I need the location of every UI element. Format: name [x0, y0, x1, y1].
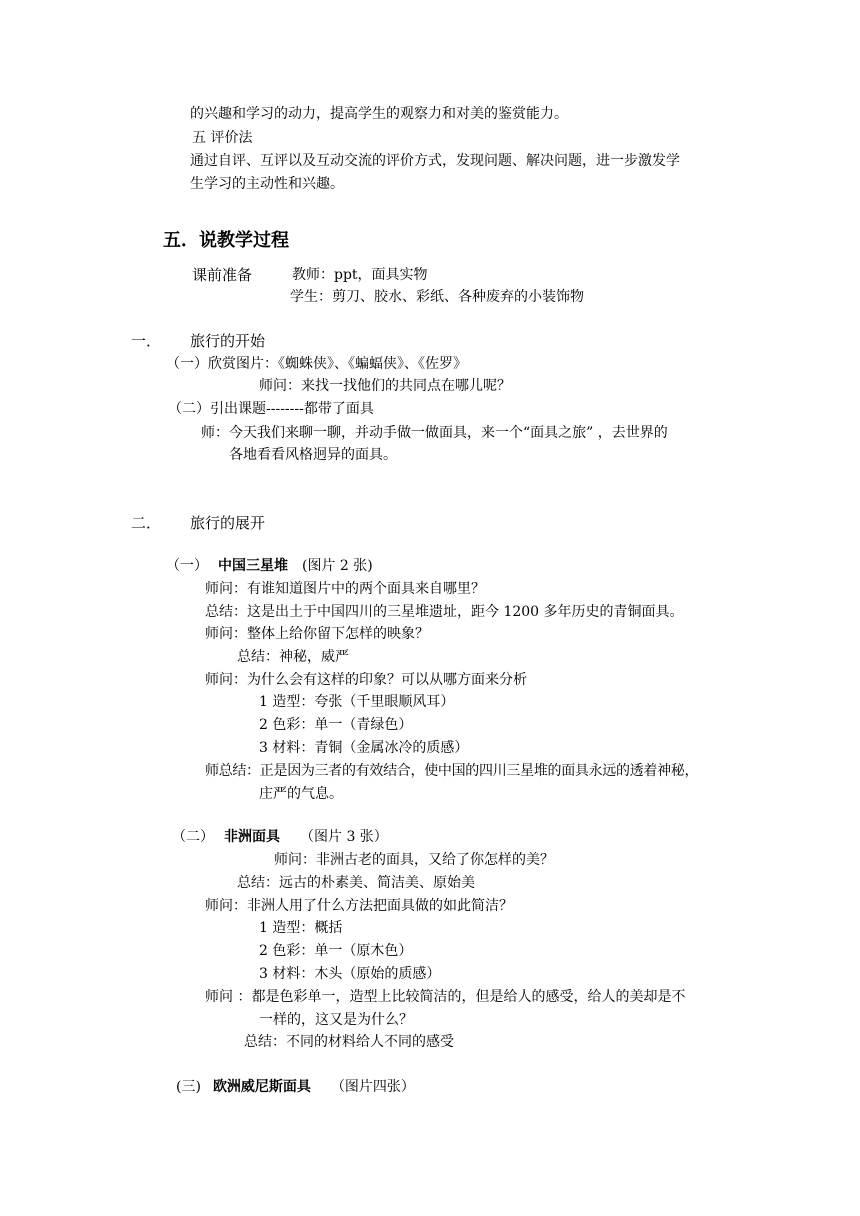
- text-line: 生学习的主动性和兴趣。: [190, 176, 344, 192]
- part-number: 二．: [131, 514, 162, 532]
- section-heading: 五 评价法: [192, 130, 253, 146]
- text-line: 师问：为什么会有这样的印象？可以从哪方面来分析: [205, 672, 527, 688]
- list-item: 2 色彩：单一（原木色）: [259, 943, 413, 959]
- text-line: 总结：神秘，威严: [237, 649, 349, 665]
- list-item: 1 造型：概括: [259, 920, 343, 936]
- text-line: 总结：不同的材料给人不同的感受: [244, 1034, 454, 1050]
- text-line: 师问：非洲古老的面具，又给了你怎样的美？: [274, 852, 554, 868]
- subsection-marker: （二）: [172, 829, 214, 845]
- subsection-heading: [166, 556, 373, 576]
- part-title: 旅行的开始: [190, 332, 266, 350]
- list-item: 1 造型：夸张（千里眼顺风耳）: [259, 694, 455, 710]
- text-line: 师问 ：都是色彩单一，造型上比较简洁的，但是给人的感受，给人的美却是不: [205, 989, 686, 1005]
- text-line: 师问：非洲人用了什么方法把面具做的如此简洁？: [205, 898, 513, 914]
- subsection-marker: （一）: [166, 558, 208, 574]
- text-line: 师：今天我们来聊一聊，并动手做一做面具，来一个“面具之旅” ，去世界的: [201, 425, 668, 441]
- text-line: （一）欣赏图片：《蜘蛛侠》、《蝙蝠侠》、《佐罗》: [166, 356, 467, 372]
- subsection-heading: [176, 1077, 415, 1097]
- text-line: 师问：有谁知道图片中的两个面具来自哪里？: [205, 581, 485, 597]
- subsection-name: 中国三星堆: [218, 558, 288, 574]
- subsection-name: 非洲面具: [224, 829, 280, 845]
- subsection-heading: [172, 827, 388, 847]
- text-line: 师问：整体上给你留下怎样的映象？: [205, 626, 429, 642]
- text-line: （二）引出课题--------都带了面具: [168, 401, 374, 417]
- list-item: 2 色彩：单一（青绿色）: [259, 717, 413, 733]
- student-prep: 学生：剪刀、胶水、彩纸、各种废弃的小装饰物: [290, 289, 584, 305]
- text-line: 总结：远古的朴素美、简洁美、原始美: [237, 875, 475, 891]
- list-item: 3 材料：青铜（金属冰冷的质感）: [259, 740, 469, 756]
- text-line: 一样的，这又是为什么？: [259, 1012, 413, 1028]
- text-line: 师总结：正是因为三者的有效结合，使中国的四川三星堆的面具永远的透着神秘，: [205, 763, 699, 779]
- text-line: 通过自评、互评以及互动交流的评价方式，发现问题、解决问题，进一步激发学: [190, 153, 680, 169]
- text-line: 总结：这是出土于中国四川的三星堆遗址，距今 1200 多年历史的青铜面具。: [205, 604, 684, 620]
- part-title: 旅行的展开: [190, 514, 266, 532]
- image-count: （图片四张）: [330, 1079, 415, 1095]
- text-line: 各地看看风格迥异的面具。: [229, 447, 397, 463]
- subsection-name: 欧洲威尼斯面具: [212, 1079, 311, 1095]
- text-line: 庄严的气息。: [259, 786, 343, 802]
- prep-label: 课前准备: [192, 266, 253, 284]
- teacher-prep: 教师：ppt，面具实物: [292, 267, 428, 283]
- image-count: （图片 3 张）: [300, 829, 388, 845]
- section-title: 五．说教学过程: [163, 230, 289, 251]
- subsection-marker: (三): [176, 1079, 201, 1095]
- list-item: 3 材料：木头（原始的质感）: [259, 966, 441, 982]
- part-number: 一．: [131, 332, 162, 350]
- image-count: (图片 2 张): [302, 558, 373, 574]
- text-line: 的兴趣和学习的动力，提高学生的观察力和对美的鉴赏能力。: [190, 106, 568, 122]
- text-line: 师问：来找一找他们的共同点在哪儿呢？: [259, 378, 511, 394]
